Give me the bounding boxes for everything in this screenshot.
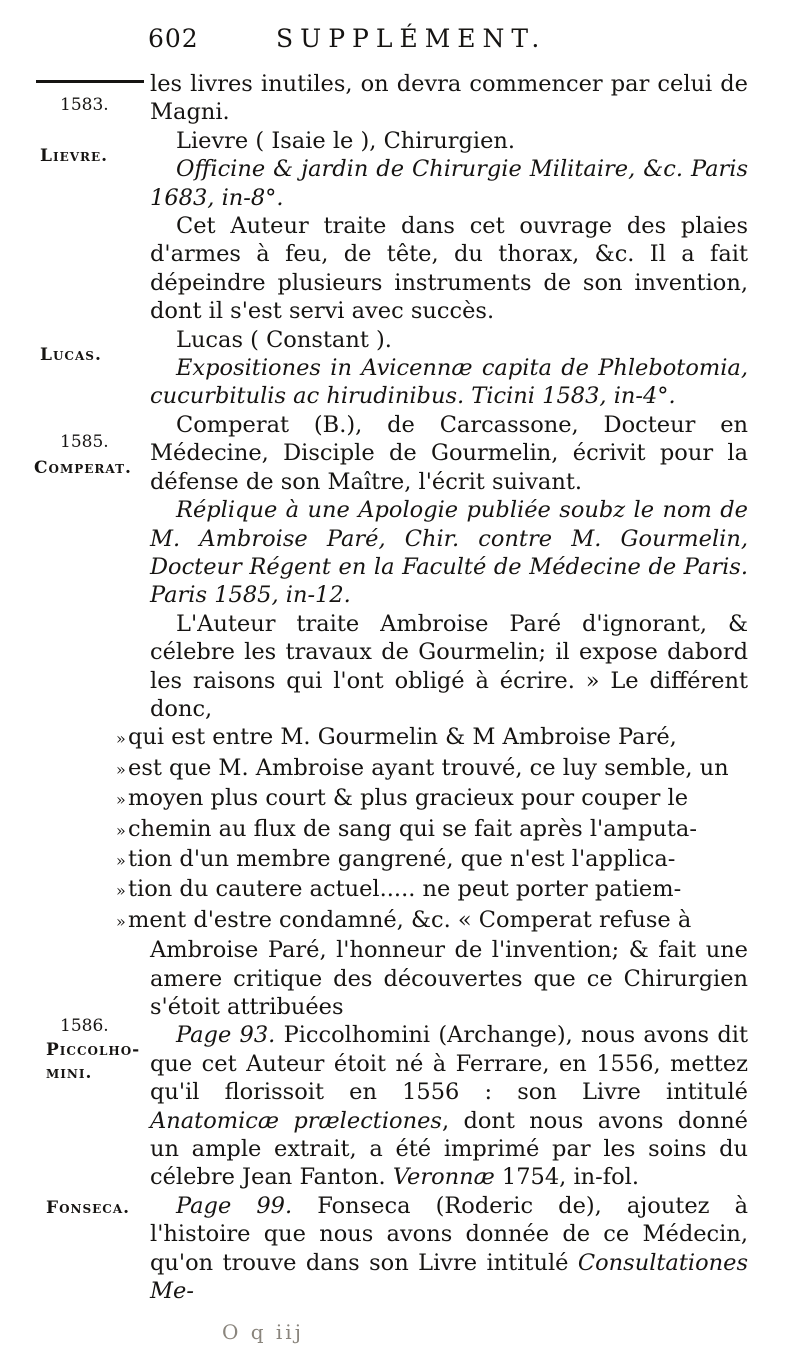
page-header [148,24,748,60]
entry-comperat-title: Réplique à une Apologie publiée soubz le nom de M. Ambroise Paré, Chir. contre M. Gourmelin, Docteur Régent en la Faculté de Médecine de Paris. Paris 1585, in-12. [150,497,748,609]
quotation-line: »ment d'estre condamné, &c. « Comperat refuse à [116,906,692,933]
entry-comperat-heading: Comperat (B.), de Carcassone, Docteur en Médecine, Disciple de Gourmelin, écrivit pour la défense de son Maître, l'écrit suivant. [150,411,748,495]
entry-comperat-description: L'Auteur traite Ambroise Paré d'ignorant, & célebre les travaux de Gourmelin; il expose dabord les raisons qui l'ont obligé à écrire. » Le différent donc, [150,610,748,722]
margin-piccolho: Piccolho- [46,1040,141,1060]
body-text [116,70,749,1305]
margin-year-1583: 1583. [60,95,109,115]
margin-lievre: Lievre. [40,146,109,166]
entry-lievre-description: Cet Auteur traite dans cet ouvrage des plaies d'armes à feu, de tête, du thorax, &c. Il a fait dépeindre plusieurs instruments de son invention, dont il s'est servi avec succès. [150,213,748,325]
margin-year-1586: 1586. [60,1016,109,1036]
margin-year-1585: 1585. [60,432,109,452]
quotation-line: »tion du cautere actuel..... ne peut porter patiem- [116,876,682,903]
entry-lievre-heading: Lievre ( Isaie le ), Chirurgien. [176,127,516,154]
entry-fonseca: Page 99. Fonseca (Roderic de), ajoutez à l'histoire que nous avons donnée de ce Médecin, qu'on trouve dans son Livre intitulé Consultationes Me- [150,1192,749,1305]
entry-comperat-conclusion: Ambroise Paré, l'honneur de l'invention; & fait une amere critique des découvertes que ce Chirurgien s'étoit attribuées [150,937,748,1020]
entry-lievre-title: Officine & jardin de Chirurgie Militaire, &c. Paris 1683, in-8°. [150,156,748,211]
margin-fonseca: Fonseca. [46,1198,131,1218]
quotation-line: »chemin au flux de sang qui se fait après l'amputa- [116,815,697,842]
margin-lucas: Lucas. [40,345,102,365]
margin-mini: mini. [46,1063,93,1083]
entry-piccolhomini: Page 93. Piccolhomini (Archange), nous avons dit que cet Auteur étoit né à Ferrare, en 1556, mettez qu'il florissoit en 1556 : son Livre intitulé Anatomicæ prælectiones, dont nous avons donné un ample extrait, a été imprimé par les soins du célebre Jean Fanton. Veronnæ 1754, in-fol. [150,1022,749,1191]
continuation-rule [36,80,144,83]
quotation-line: »moyen plus court & plus gracieux pour couper le [116,785,689,812]
quotation-block [116,723,748,936]
entry-lucas-title: Expositiones in Avicennæ capita de Phlebotomia, cucurbitulis ac hirudinibus. Ticini 1583, in-4°. [150,355,748,410]
entry-lucas-heading: Lucas ( Constant ). [176,326,392,353]
paragraph-continuation: les livres inutiles, on devra commencer par celui de Magni. [150,71,748,126]
page-number: 602 [148,24,199,53]
bleed-through-signature: O q iij [222,1320,304,1344]
quotation-line: »tion d'un membre gangrené, que n'est l'applica- [116,845,676,872]
margin-comperat: Comperat. [34,458,132,478]
quotation-line: »est que M. Ambroise ayant trouvé, ce luy semble, un [116,754,729,781]
quotation-line: »qui est entre M. Gourmelin & M Ambroise Paré, [116,724,677,751]
running-title: SUPPLÉMENT. [276,24,547,53]
